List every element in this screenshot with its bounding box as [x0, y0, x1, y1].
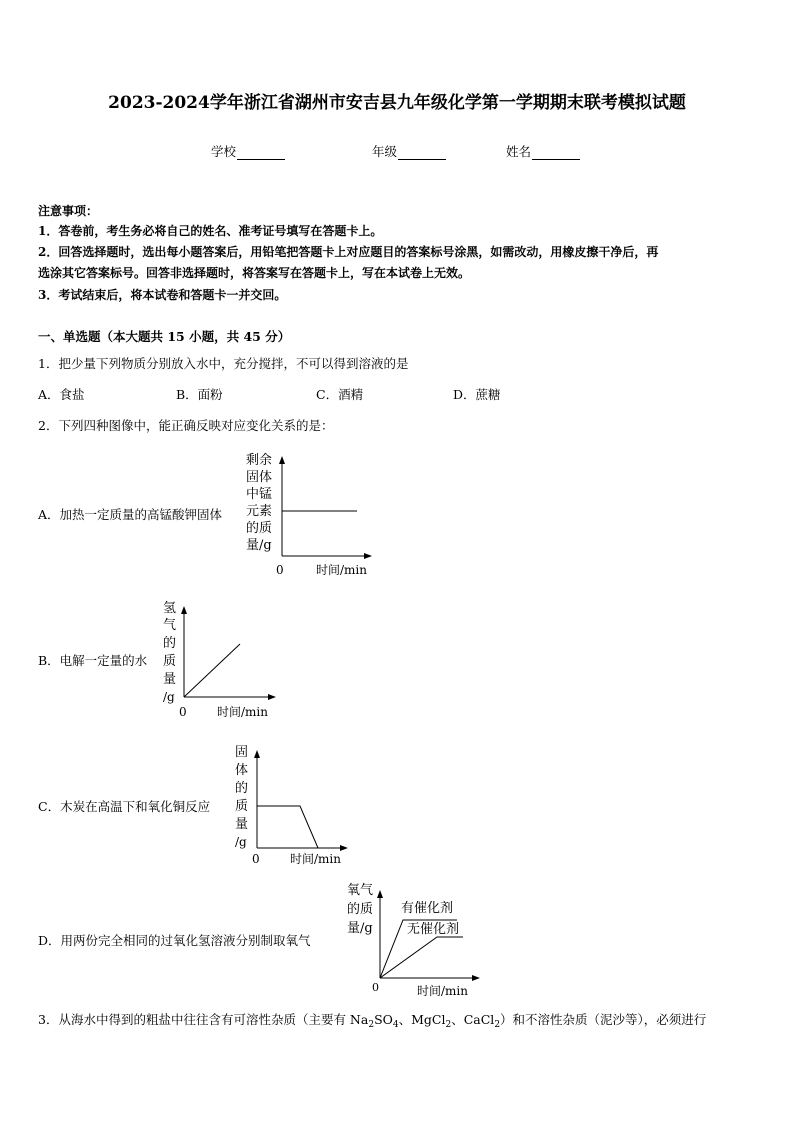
graph-d-ylabel-2: 的质	[347, 902, 374, 917]
graph-b-ylabel-1: 氢	[163, 601, 177, 616]
q2-graph-b	[160, 598, 280, 723]
q2-option-d-label: D．用两份完全相同的过氧化氢溶液分别制取氧气	[38, 933, 311, 948]
q1-option-d: D．蔗糖	[453, 387, 501, 402]
graph-a-ylabel-6: 量/g	[246, 538, 272, 553]
graph-d-x-arrow	[472, 975, 480, 981]
graph-b-ylabel-5: 量	[163, 672, 177, 687]
graph-c-ylabel-1: 固	[235, 745, 249, 760]
graph-a-xlabel: 时间/min	[316, 563, 367, 577]
q3-mid-1: SO	[374, 1012, 393, 1027]
graph-a-ylabel-4: 元素	[246, 504, 273, 519]
graph-b-ylabel-3: 的	[163, 636, 177, 651]
graph-c-ylabel-4: 质	[235, 799, 249, 814]
q3-mid-2: 、MgCl	[398, 1012, 446, 1027]
graph-b-x-arrow	[268, 694, 276, 700]
school-field	[211, 142, 285, 160]
q1-option-b: B．面粉	[176, 387, 223, 402]
graph-b-y-arrow	[181, 606, 187, 614]
q2-stem: 2．下列四种图像中，能正确反映对应变化关系的是：	[38, 418, 334, 433]
q1-stem: 1．把少量下列物质分别放入水中，充分搅拌，不可以得到溶液的是	[38, 356, 409, 371]
graph-d-y-arrow	[377, 890, 383, 898]
graph-a-ylabel-3: 中锰	[246, 487, 273, 502]
note-item-2-line-2: 选涂其它答案标号。回答非选择题时，将答案写在答题卡上，写在本试卷上无效。	[38, 266, 471, 280]
notes-heading: 注意事项：	[38, 204, 99, 218]
graph-b-ylabel-6: /g	[163, 690, 175, 704]
graph-b-ylabel-4: 质	[163, 654, 177, 669]
q2-option-b-label: B．电解一定量的水	[38, 653, 148, 668]
name-field	[506, 142, 580, 160]
graph-a-x-arrow	[364, 553, 372, 559]
graph-c-ylabel-3: 的	[235, 781, 249, 796]
q3-sub-1: 2	[368, 1020, 375, 1030]
note-item-1: 1．答卷前，考生务必将自己的姓名、准考证号填写在答题卡上。	[38, 224, 383, 238]
graph-c-line	[257, 806, 318, 848]
graph-a-ylabel-2: 固体	[246, 470, 273, 485]
page-title: 2023-2024学年浙江省湖州市安吉县九年级化学第一学期期末联考模拟试题	[108, 93, 686, 113]
note-item-3: 3．考试结束后，将本试卷和答题卡一并交回。	[38, 288, 287, 302]
graph-d-origin: 0	[372, 981, 379, 994]
q1-option-c: C．酒精	[316, 387, 364, 402]
grade-label: 年级	[372, 144, 398, 159]
graph-c-x-arrow	[340, 845, 348, 851]
q3-stem	[38, 1010, 706, 1030]
graph-c-y-arrow	[254, 750, 260, 758]
graph-a-y-arrow	[279, 456, 285, 464]
graph-c-ylabel-5: 量	[235, 817, 249, 832]
section-heading: 一、单选题（本大题共 15 小题，共 45 分）	[38, 329, 291, 344]
q2-graph-d	[345, 880, 490, 1000]
grade-field	[372, 142, 446, 160]
graph-b-origin: 0	[179, 705, 187, 719]
q3-mid-3: 、CaCl	[451, 1012, 495, 1027]
q3-sub-2: 4	[392, 1020, 399, 1030]
name-blank	[532, 147, 580, 160]
q1-option-a: A．食盐	[38, 387, 85, 402]
school-label: 学校	[211, 144, 237, 159]
q2-graph-a	[240, 450, 380, 580]
q2-graph-c	[232, 742, 357, 867]
note-item-2-line-1: 2．回答选择题时，选出每小题答案后，用铅笔把答题卡上对应题目的答案标号涂黑，如需改动，用橡皮擦干净后，再	[38, 245, 659, 259]
graph-c-ylabel-2: 体	[235, 763, 249, 778]
graph-c-origin: 0	[252, 852, 260, 866]
graph-d-series-without-catalyst	[380, 937, 463, 978]
q3-sub-3: 2	[445, 1020, 452, 1030]
graph-c-ylabel-6: /g	[235, 835, 247, 849]
q3-stem-part-1: 3．从海水中得到的粗盐中往往含有可溶性杂质（主要有 Na	[38, 1012, 369, 1027]
graph-b-ylabel-2: 气	[163, 618, 177, 633]
school-blank	[237, 147, 285, 160]
graph-d-ylabel-3: 量/g	[347, 921, 373, 936]
graph-d-series2-label: 无催化剂	[407, 922, 460, 937]
graph-b-xlabel: 时间/min	[217, 705, 268, 719]
graph-d-ylabel-1: 氧气	[347, 883, 374, 898]
graph-a-origin: 0	[276, 563, 284, 577]
q2-option-c-label: C．木炭在高温下和氧化铜反应	[38, 799, 211, 814]
q3-stem-part-2: ）和不溶性杂质（泥沙等），必须进行	[500, 1012, 707, 1027]
graph-a-ylabel-5: 的质	[246, 521, 273, 536]
q2-option-a-label: A．加热一定质量的高锰酸钾固体	[38, 507, 223, 522]
graph-a-ylabel-1: 剩余	[246, 453, 273, 468]
graph-b-line	[184, 644, 240, 697]
name-label: 姓名	[506, 144, 532, 159]
q3-sub-4: 2	[494, 1020, 501, 1030]
grade-blank	[398, 147, 446, 160]
graph-d-series1-label: 有催化剂	[401, 901, 454, 916]
graph-d-xlabel: 时间/min	[417, 984, 468, 998]
graph-c-xlabel: 时间/min	[290, 852, 341, 866]
